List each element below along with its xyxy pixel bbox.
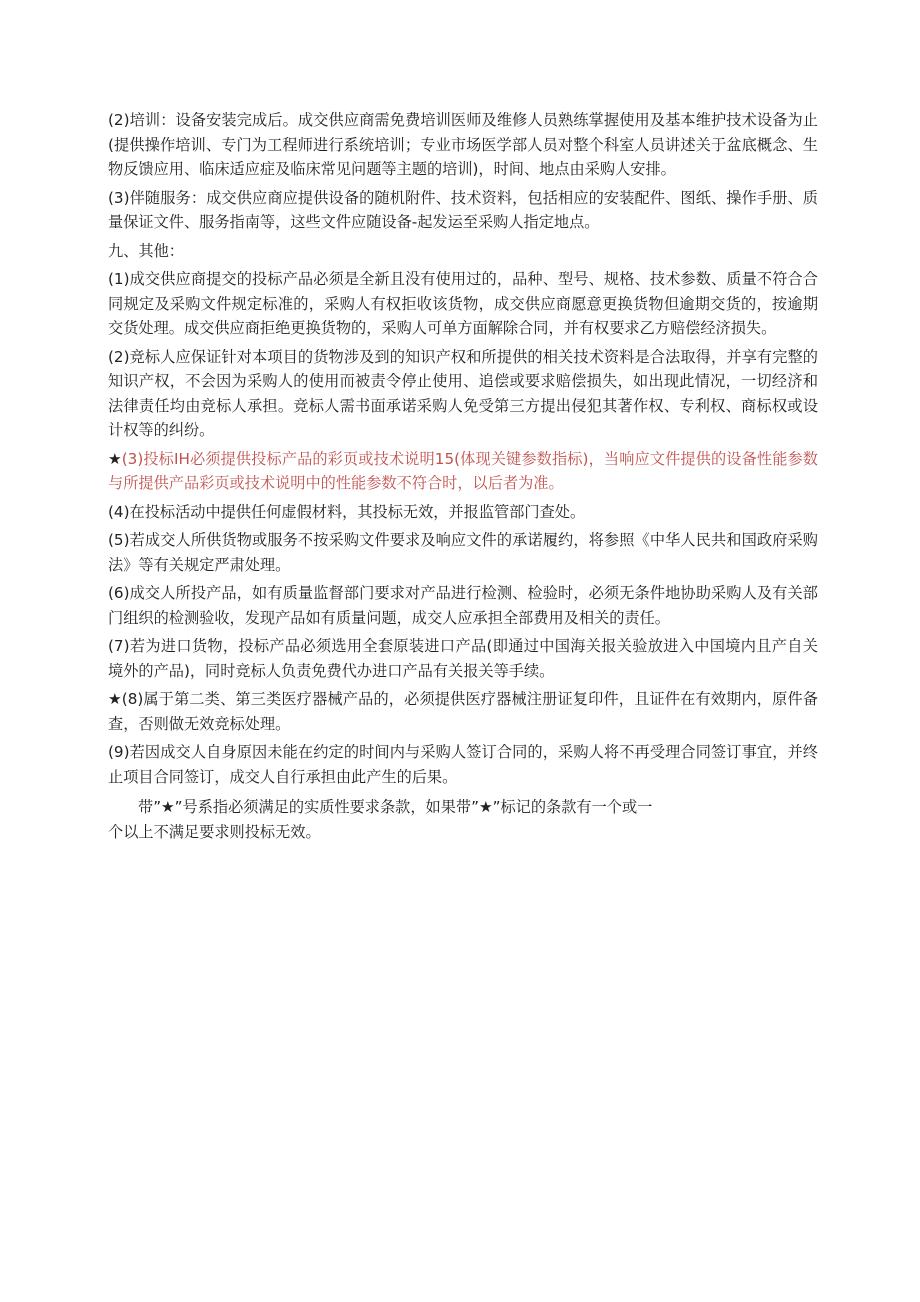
clause-medical-device-text: (8)属于第二类、第三类医疗器械产品的，必须提供医疗器械注册证复印件，且证件在有效期内，原件备查，否则做无效竞标处理。 bbox=[108, 690, 818, 733]
section-heading-other: 九、其他： bbox=[108, 241, 184, 260]
clause-new-products: (1)成交供应商提交的投标产品必须是全新且没有使用过的，品种、型号、规格、技术参数、质量不符合合同规定及采购文件规定标准的，采购人有权拒收该货物，成交供应商愿意更换货物但逾期交货的，按逾期交货处理。成交供应商拒绝更换货物的，采购人可单方面解除合同，并有权要求乙方赔偿经济损失。 bbox=[108, 270, 818, 337]
star-note bbox=[108, 795, 748, 844]
star-icon: ★ bbox=[108, 449, 122, 468]
clause-false-materials: (4)在投标活动中提供任何虚假材料，其投标无效，并报监管部门查处。 bbox=[108, 502, 586, 521]
star-icon: ★ bbox=[108, 690, 122, 708]
clause-quality-inspection: (6)成交人所投产品，如有质量监督部门要求对产品进行检测、检验时，必须无条件地协助采购人及有关部门组织的检测验收，发现产品如有质量问题，成交人应承担全部费用及相关的责任。 bbox=[108, 584, 818, 627]
star-note-line-2: 个以上不满足要求则投标无效。 bbox=[108, 822, 321, 841]
clause-training: (2)培训：设备安装完成后。成交供应商需免费培训医师及维修人员熟练掌握使用及基本维护技术设备为止(提供操作培训、专门为工程师进行系统培训；专业市场医学部人员对整个科室人员讲述关于盆底概念、生物反馈应用、临床适应症及临床常见问题等主题的培训)，时间、地点由采购人安排。 bbox=[108, 111, 818, 178]
clause-product-brochure bbox=[108, 447, 818, 496]
clause-performance: (5)若成交人所供货物或服务不按采购文件要求及响应文件的承诺履约，将参照《中华人民共和国政府采购法》等有关规定严肃处理。 bbox=[108, 531, 818, 574]
clause-product-brochure-text: (3)投标IH必须提供投标产品的彩页或技术说明15(体现关键参数指标)，当响应文件提供的设备性能参数与所提供产品彩页或技术说明中的性能参数不符合时，以后者为准。 bbox=[108, 449, 818, 492]
clause-accompanying-service: (3)伴随服务：成交供应商应提供设备的随机附件、技术资料，包括相应的安装配件、图纸、操作手册、质量保证文件、服务指南等，这些文件应随设备-起发运至采购人指定地点。 bbox=[108, 188, 818, 231]
star-note-line-1: 带”★”号系指必须满足的实质性要求条款，如果带”★”标记的条款有一个或一 bbox=[138, 798, 653, 816]
clause-contract-signing: (9)若因成交人自身原因未能在约定的时间内与采购人签订合同的，采购人将不再受理合同签订事宜，并终止项目合同签订，成交人自行承担由此产生的后果。 bbox=[108, 743, 818, 786]
document-page bbox=[108, 108, 818, 844]
clause-intellectual-property: (2)竞标人应保证针对本项目的货物涉及到的知识产权和所提供的相关技术资料是合法取得，并享有完整的知识产权，不会因为采购人的使用而被责令停止使用、追偿或要求赔偿损失，如出现此情况，一切经济和法律责任均由竞标人承担。竞标人需书面承诺采购人免受第三方提出侵犯其著作权、专利权、商标权或设计权等的纠纷。 bbox=[108, 347, 818, 439]
clause-medical-device bbox=[108, 687, 818, 736]
clause-imported-goods: (7)若为进口货物，投标产品必须选用全套原装进口产品(即通过中国海关报关验放进入中国境内且产自关境外的产品)，同时竞标人负责免费代办进口产品有关报关等手续。 bbox=[108, 637, 818, 680]
